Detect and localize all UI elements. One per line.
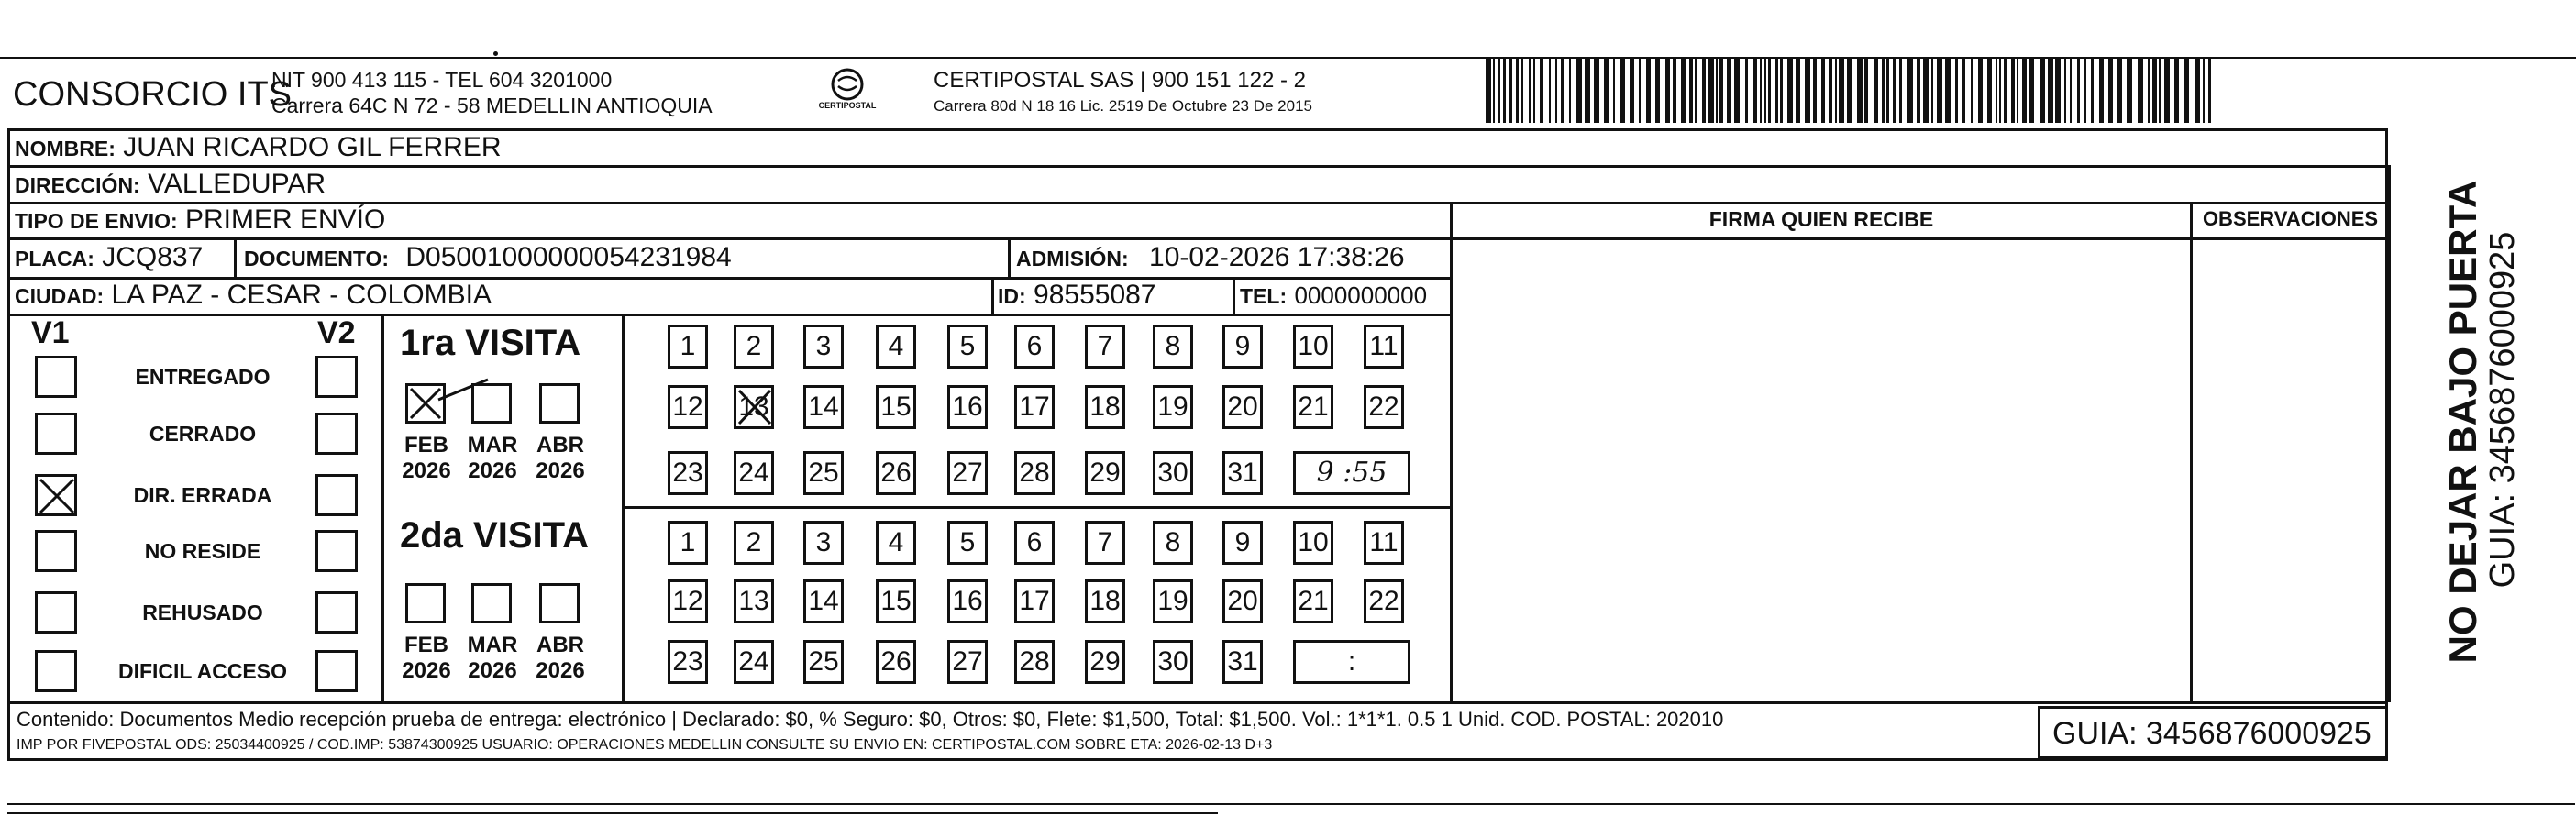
barcode-bar	[1857, 57, 1863, 123]
month-name: FEB	[404, 433, 448, 458]
v2-checkbox[interactable]	[315, 356, 358, 398]
barcode-bar	[1805, 57, 1810, 123]
day-cell[interactable]: 28	[1014, 640, 1055, 684]
certipostal-logo-icon	[811, 66, 884, 121]
barcode-bar	[1681, 57, 1686, 123]
day-cell[interactable]: 29	[1085, 640, 1125, 684]
nombre-label: NOMBRE:	[15, 137, 116, 160]
month-year: 2026	[468, 658, 517, 683]
footer-line1: Contenido: Documentos Medio recepción prueba de entrega: electrónico | Declarado: $0, % Seguro: $0, Otros: $0, Flete: $1,500, Total: $1,500. Vol.: 1*1*1. 0.5 1 Unid. COD. POSTAL: 202010	[17, 708, 1724, 731]
barcode	[1486, 57, 2219, 123]
day-cell[interactable]: 26	[876, 640, 916, 684]
second-visit-time[interactable]: :	[1293, 640, 1410, 684]
month-label	[394, 433, 459, 484]
month-label	[528, 633, 592, 684]
barcode-bar	[1821, 57, 1825, 123]
barcode-bar	[1540, 57, 1543, 123]
day-cell[interactable]: 5	[947, 521, 988, 565]
barcode-bar	[2195, 57, 2200, 123]
barcode-bar	[2077, 57, 2080, 123]
barcode-bar	[1899, 57, 1902, 123]
dot-mark	[493, 51, 498, 56]
day-cell[interactable]: 3	[803, 521, 844, 565]
month-checkbox-abr[interactable]	[539, 383, 580, 424]
barcode-bar	[1655, 57, 1660, 123]
documento-field	[244, 241, 732, 275]
day-cell[interactable]: 7	[1085, 325, 1125, 369]
barcode-bar	[2029, 57, 2034, 123]
day-cell[interactable]: 21	[1293, 385, 1333, 429]
v2-checkbox[interactable]	[315, 413, 358, 455]
month-name: ABR	[536, 633, 584, 657]
day-cell[interactable]: 16	[947, 385, 988, 429]
signature-area	[1453, 240, 2190, 701]
barcode-bar	[1931, 57, 1933, 123]
day-cell[interactable]: 27	[947, 451, 988, 495]
barcode-bar	[2011, 57, 2015, 123]
barcode-bar	[1764, 57, 1766, 123]
month-label	[460, 633, 525, 684]
no-dejar-bajo-puerta: NO DEJAR BAJO PUERTA	[2441, 180, 2484, 664]
month-year: 2026	[536, 658, 585, 683]
v2-checkbox[interactable]	[315, 474, 358, 516]
barcode-bar	[2004, 57, 2007, 123]
nombre-value: JUAN RICARDO GIL FERRER	[123, 132, 502, 162]
status-label: CERRADO	[149, 422, 257, 446]
barcode-bar	[1937, 57, 1942, 123]
direccion-value: VALLEDUPAR	[148, 169, 326, 199]
status-label: ENTREGADO	[135, 365, 271, 389]
status-label: REHUSADO	[142, 601, 263, 624]
v1-checkbox[interactable]	[35, 413, 77, 455]
barcode-bar	[1839, 57, 1844, 123]
v2-checkbox[interactable]	[315, 591, 358, 634]
company-nit: NIT 900 413 115 - TEL 604 3201000	[271, 68, 613, 92]
day-check-mark	[737, 389, 772, 425]
barcode-bar	[1702, 57, 1706, 123]
barcode-bar	[1971, 57, 1973, 123]
footer-guia: GUIA: 3456876000925	[2052, 716, 2371, 751]
rule-footer-top	[7, 701, 2388, 704]
barcode-bar	[1521, 57, 1523, 123]
ciudad-field	[15, 279, 492, 313]
day-cell[interactable]: 26	[876, 451, 916, 495]
day-cell[interactable]: 5	[947, 325, 988, 369]
barcode-bar	[1604, 57, 1609, 123]
barcode-bar	[2127, 57, 2132, 123]
barcode-bar	[1886, 57, 1889, 123]
status-label: DIFICIL ACCESO	[117, 659, 287, 683]
rule-months-right	[622, 314, 625, 702]
month-label	[528, 433, 592, 484]
barcode-bar	[1569, 57, 1571, 123]
day-cell[interactable]: 30	[1153, 451, 1193, 495]
barcode-bar	[1962, 57, 1965, 123]
barcode-bar	[2108, 57, 2113, 123]
placa-field	[15, 241, 203, 275]
barcode-bar	[1594, 57, 1599, 123]
month-year: 2026	[468, 458, 517, 483]
month-checkbox-mar[interactable]	[471, 583, 512, 623]
barcode-bar	[1923, 57, 1929, 123]
v1-check-mark	[39, 478, 75, 514]
barcode-bar	[1486, 57, 1491, 123]
barcode-bar	[1630, 57, 1634, 123]
rule-id-tel	[1233, 277, 1235, 314]
barcode-bar	[1987, 57, 1992, 123]
day-cell[interactable]: 14	[803, 385, 844, 429]
barcode-bar	[1646, 57, 1651, 123]
day-cell[interactable]: 27	[947, 640, 988, 684]
barcode-bar	[2152, 57, 2157, 123]
month-year: 2026	[536, 458, 585, 483]
day-cell[interactable]: 4	[876, 325, 916, 369]
ciudad-label: CIUDAD:	[15, 284, 105, 308]
status-label: DIR. ERRADA	[133, 483, 272, 507]
barcode-bar	[1498, 57, 1500, 123]
day-cell[interactable]: 22	[1364, 579, 1404, 623]
day-cell[interactable]: 29	[1085, 451, 1125, 495]
barcode-bar	[1874, 57, 1878, 123]
day-cell[interactable]: 17	[1014, 385, 1055, 429]
barcode-bar	[1613, 57, 1615, 123]
logo-text: CERTIPOSTAL	[818, 101, 877, 110]
documento-label: DOCUMENTO:	[244, 247, 390, 270]
v1-checkbox[interactable]	[35, 530, 77, 572]
day-cell[interactable]: 30	[1153, 640, 1193, 684]
barcode-bar	[1882, 57, 1885, 123]
month-name: MAR	[467, 433, 518, 458]
day-cell[interactable]: 22	[1364, 385, 1404, 429]
month-name: MAR	[467, 633, 518, 657]
barcode-bar	[1978, 57, 1983, 123]
barcode-bar	[1847, 57, 1852, 123]
day-cell[interactable]: 2	[734, 325, 774, 369]
day-cell[interactable]: 15	[876, 385, 916, 429]
day-cell[interactable]: 8	[1153, 521, 1193, 565]
barcode-bar	[1955, 57, 1958, 123]
month-checkbox-abr[interactable]	[539, 583, 580, 623]
day-cell[interactable]: 16	[947, 579, 988, 623]
barcode-bar	[2138, 57, 2143, 123]
barcode-bar	[1945, 57, 1951, 123]
barcode-bar	[1780, 57, 1783, 123]
barcode-bar	[1787, 57, 1793, 123]
barcode-bar	[1716, 57, 1718, 123]
rule-nombre-bottom	[7, 165, 2388, 168]
barcode-bar	[1917, 57, 1920, 123]
month-name: FEB	[404, 633, 448, 657]
day-cell[interactable]: 20	[1222, 385, 1263, 429]
day-cell[interactable]: 31	[1222, 451, 1263, 495]
day-cell[interactable]: 25	[803, 640, 844, 684]
barcode-bar	[1689, 57, 1693, 123]
barcode-bar	[1516, 57, 1519, 123]
day-cell[interactable]: 9	[1222, 325, 1263, 369]
barcode-bar	[1999, 57, 2001, 123]
barcode-bar	[1760, 57, 1762, 123]
barcode-bar	[2084, 57, 2086, 123]
day-cell[interactable]: 11	[1364, 521, 1404, 565]
barcode-bar	[1529, 57, 1531, 123]
rule-doc-adm	[1008, 237, 1011, 278]
v2-label: V2	[317, 315, 356, 350]
barcode-bar	[1864, 57, 1868, 123]
side-guia: GUIA: 3456876000925	[2483, 231, 2522, 589]
barcode-bar	[1727, 57, 1731, 123]
barcode-bar	[1493, 57, 1495, 123]
barcode-bar	[1768, 57, 1771, 123]
day-cell[interactable]: 14	[803, 579, 844, 623]
admision-field	[1016, 241, 1405, 275]
admision-label: ADMISIÓN:	[1016, 247, 1129, 270]
tel-field	[1240, 279, 1427, 313]
month-name: ABR	[536, 433, 584, 458]
bottom-rule-short	[7, 812, 1218, 814]
day-cell[interactable]: 13	[734, 385, 774, 429]
barcode-bar	[1509, 57, 1512, 123]
day-cell[interactable]: 24	[734, 640, 774, 684]
day-cell[interactable]: 10	[1293, 325, 1333, 369]
v2-checkbox[interactable]	[315, 650, 358, 692]
barcode-bar	[2208, 57, 2211, 123]
v1-label: V1	[31, 315, 70, 350]
day-cell[interactable]: 12	[668, 385, 708, 429]
barcode-bar	[1893, 57, 1896, 123]
barcode-bar	[1708, 57, 1714, 123]
tel-label: TEL:	[1240, 284, 1288, 308]
day-cell[interactable]: 1	[668, 521, 708, 565]
day-cell[interactable]: 21	[1293, 579, 1333, 623]
barcode-bar	[1695, 57, 1697, 123]
nombre-field	[15, 131, 502, 165]
day-cell[interactable]: 19	[1153, 385, 1193, 429]
barcode-bar	[1555, 57, 1557, 123]
day-cell[interactable]: 28	[1014, 451, 1055, 495]
day-cell[interactable]: 24	[734, 451, 774, 495]
day-cell[interactable]: 25	[803, 451, 844, 495]
barcode-bar	[2022, 57, 2027, 123]
barcode-bar	[1745, 57, 1748, 123]
barcode-bar	[2164, 57, 2170, 123]
barcode-bar	[2091, 57, 2094, 123]
month-year: 2026	[402, 658, 451, 683]
v1-checkbox[interactable]	[35, 591, 77, 634]
placa-label: PLACA:	[15, 247, 94, 270]
day-cell[interactable]: 31	[1222, 640, 1263, 684]
observaciones-header: OBSERVACIONES	[2202, 207, 2379, 230]
certipostal-line2: Carrera 80d N 18 16 Lic. 2519 De Octubre 23 De 2015	[934, 97, 1312, 115]
barcode-bar	[1561, 57, 1564, 123]
tel-value: 0000000000	[1294, 281, 1428, 309]
day-cell[interactable]: 6	[1014, 521, 1055, 565]
barcode-bar	[1829, 57, 1832, 123]
month-label	[394, 633, 459, 684]
v2-checkbox[interactable]	[315, 530, 358, 572]
barcode-bar	[2184, 57, 2189, 123]
firma-header: FIRMA QUIEN RECIBE	[1708, 207, 1934, 231]
day-cell[interactable]: 2	[734, 521, 774, 565]
rule-ciudad-id	[991, 277, 994, 314]
barcode-bar	[1673, 57, 1676, 123]
direccion-field	[15, 168, 326, 202]
barcode-bar	[2099, 57, 2104, 123]
first-visit-time[interactable]: 9 :55	[1293, 451, 1410, 495]
day-cell[interactable]: 15	[876, 579, 916, 623]
month-year: 2026	[402, 458, 451, 483]
barcode-bar	[1813, 57, 1817, 123]
barcode-bar	[1907, 57, 1913, 123]
day-cell[interactable]: 20	[1222, 579, 1263, 623]
barcode-bar	[1503, 57, 1506, 123]
rule-panel-right	[2388, 165, 2391, 702]
day-cell[interactable]: 3	[803, 325, 844, 369]
observations-area	[2193, 240, 2388, 701]
day-cell[interactable]: 10	[1293, 521, 1333, 565]
barcode-bar	[2048, 57, 2053, 123]
certipostal-line1: CERTIPOSTAL SAS | 900 151 122 - 2	[934, 68, 1306, 93]
barcode-bar	[1796, 57, 1800, 123]
id-label: ID:	[998, 284, 1026, 308]
barcode-bar	[1775, 57, 1778, 123]
month-label	[460, 433, 525, 484]
rule-status-left	[381, 314, 384, 702]
company-name: CONSORCIO ITS	[13, 75, 293, 114]
certipostal-logo	[811, 66, 884, 121]
day-cell[interactable]: 13	[734, 579, 774, 623]
id-field	[998, 279, 1156, 313]
v1-checkbox[interactable]	[35, 650, 77, 692]
barcode-bar	[1533, 57, 1535, 123]
barcode-bar	[2017, 57, 2018, 123]
company-address: Carrera 64C N 72 - 58 MEDELLIN ANTIOQUIA	[271, 94, 713, 117]
second-visit-title: 2da VISITA	[400, 515, 589, 556]
barcode-bar	[2159, 57, 2161, 123]
tipo-envio-label: TIPO DE ENVIO:	[15, 209, 178, 233]
day-cell[interactable]: 17	[1014, 579, 1055, 623]
day-cell[interactable]: 23	[668, 451, 708, 495]
v1-checkbox[interactable]	[35, 356, 77, 398]
barcode-bar	[2148, 57, 2150, 123]
day-cell[interactable]: 19	[1153, 579, 1193, 623]
day-cell[interactable]: 18	[1085, 579, 1125, 623]
day-cell[interactable]: 9	[1222, 521, 1263, 565]
month-checkbox-feb[interactable]	[405, 583, 446, 623]
barcode-bar	[1585, 57, 1590, 123]
day-cell[interactable]: 8	[1153, 325, 1193, 369]
barcode-bar	[2117, 57, 2122, 123]
barcode-bar	[1996, 57, 1997, 123]
barcode-bar	[2040, 57, 2045, 123]
day-cell[interactable]: 12	[668, 579, 708, 623]
ciudad-value: LA PAZ - CESAR - COLOMBIA	[111, 280, 492, 310]
id-value: 98555087	[1034, 280, 1156, 310]
placa-value: JCQ837	[102, 242, 204, 272]
barcode-bar	[1719, 57, 1723, 123]
month-checkbox-mar[interactable]	[471, 383, 512, 424]
barcode-bar	[1734, 57, 1740, 123]
first-visit-title: 1ra VISITA	[400, 323, 581, 363]
status-label: NO RESIDE	[144, 539, 261, 563]
direccion-label: DIRECCIÓN:	[15, 173, 140, 197]
day-cell[interactable]: 7	[1085, 521, 1125, 565]
day-cell[interactable]: 18	[1085, 385, 1125, 429]
footer-line2: IMP POR FIVEPOSTAL ODS: 25034400925 / COD.IMP: 53874300925 USUARIO: OPERACIONES MEDELLIN CONSULTE SU ENVIO EN: CERTIPOSTAL.COM SOBRE ETA: 2026-02-13 D+3	[17, 737, 1273, 753]
barcode-bar	[2174, 57, 2179, 123]
barcode-bar	[2055, 57, 2061, 123]
tipo-envio-field	[15, 204, 385, 237]
barcode-bar	[1620, 57, 1625, 123]
day-cell[interactable]: 11	[1364, 325, 1404, 369]
tipo-envio-value: PRIMER ENVÍO	[184, 204, 386, 235]
day-cell[interactable]: 4	[876, 521, 916, 565]
barcode-bar	[1576, 57, 1582, 123]
documento-value: D05001000000054231984	[405, 242, 732, 272]
rule-placa-doc	[234, 237, 237, 278]
day-cell[interactable]: 1	[668, 325, 708, 369]
barcode-bar	[2064, 57, 2066, 123]
barcode-bar	[1665, 57, 1670, 123]
rule-ciudad-bottom	[7, 314, 1453, 316]
barcode-bar	[1639, 57, 1641, 123]
admision-value: 10-02-2026 17:38:26	[1149, 242, 1405, 272]
day-cell[interactable]: 6	[1014, 325, 1055, 369]
barcode-bar	[1549, 57, 1551, 123]
barcode-bar	[1753, 57, 1757, 123]
day-cell[interactable]: 23	[668, 640, 708, 684]
barcode-bar	[1835, 57, 1837, 123]
barcode-bar	[2070, 57, 2072, 123]
bottom-rule	[7, 803, 2575, 805]
rule-visits-middle	[622, 506, 1453, 509]
barcode-bar	[2203, 57, 2205, 123]
